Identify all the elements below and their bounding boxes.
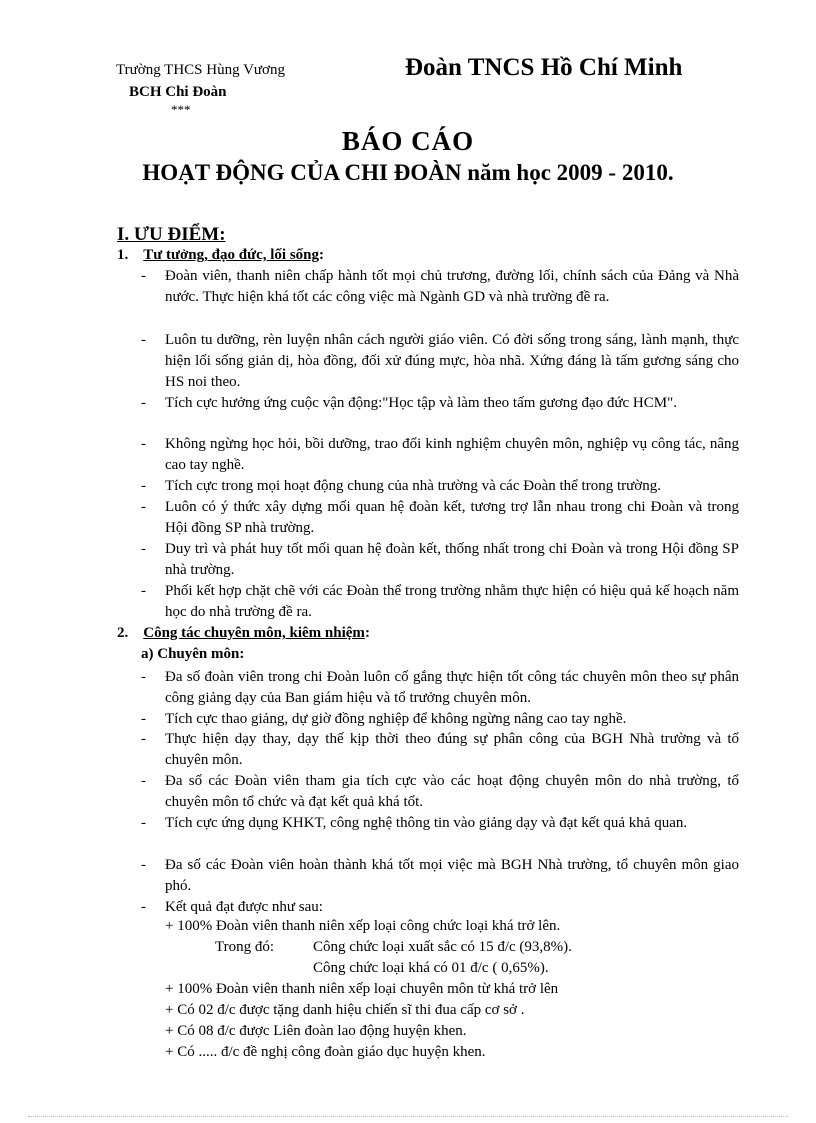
item2-heading (117, 625, 370, 642)
report-subtitle: HOẠT ĐỘNG CỦA CHI ĐOÀN năm học 2009 - 2010. (142, 160, 674, 185)
result-label: Trong đó: (215, 939, 275, 955)
item1-colon: : (319, 247, 325, 263)
report-title: BÁO CÁO (341, 126, 475, 156)
subheading-professional: a) Chuyên môn: (141, 646, 245, 662)
list-item: - Tích cực thao giảng, dự giờ đồng nghiệp để không ngừng nâng cao tay nghề. (141, 711, 627, 727)
item2-title: Công tác chuyên môn, kiêm nhiệm (143, 625, 365, 641)
list-item: - Đoàn viên, thanh niên chấp hành tốt mọi chủ trương, đường lối, chính sách của Đảng và Nhà nước. Thực hiện khá tốt các công việc mà Ngành GD và nhà trường đề ra. (141, 268, 739, 305)
result-line: + Có 02 đ/c được tặng danh hiệu chiến sĩ thi đua cấp cơ sở . (165, 1002, 525, 1018)
result-line: + 100% Đoàn viên thanh niên xếp loại chuyên môn từ khá trở lên (165, 981, 559, 997)
item1-number: 1. (117, 247, 129, 263)
list-item: - Đa số các Đoàn viên tham gia tích cực vào các hoạt động chuyên môn do nhà trường, tổ chuyên môn tổ chức và đạt kết quả khá tốt. (141, 773, 739, 810)
result-line: + Có 08 đ/c được Liên đoàn lao động huyện khen. (165, 1023, 467, 1039)
list-item: - Phối kết hợp chặt chẽ với các Đoàn thể trong trường nhằm thực hiện có hiệu quả kế hoạch năm học do nhà trường đề ra. (141, 583, 739, 620)
list-item: - Tích cực ứng dụng KHKT, công nghệ thông tin vào giảng dạy và đạt kết quả khả quan. (141, 815, 688, 831)
list-item: - Đa số đoàn viên trong chi Đoàn luôn cố gắng thực hiện tốt công tác chuyên môn theo sự phân công giảng dạy của Ban giám hiệu và tổ trưởng chuyên môn. (141, 669, 739, 706)
item1-heading (117, 247, 324, 264)
result-line: + 100% Đoàn viên thanh niên xếp loại công chức loại khá trở lên. (165, 918, 561, 934)
list-item: - Luôn có ý thức xây dựng mối quan hệ đoàn kết, tương trợ lẫn nhau trong chi Đoàn và trong Hội đồng SP nhà trường. (141, 499, 739, 536)
branch-name: BCH Chi Đoàn (129, 84, 227, 100)
list-item: - Kết quả đạt được như sau: (141, 899, 323, 915)
list-item: - Đa số các Đoàn viên hoàn thành khá tốt mọi việc mà BGH Nhà trường, tổ chuyên môn giao phó. (141, 857, 739, 894)
page-bottom-divider (28, 1116, 788, 1117)
list-item: - Không ngừng học hỏi, bồi dưỡng, trao đổi kinh nghiệm chuyên môn, nghiệp vụ công tác, nâng cao tay nghề. (141, 436, 739, 473)
list-item: - Duy trì và phát huy tốt mối quan hệ đoàn kết, thống nhất trong chi Đoàn và trong Hội đồng SP nhà trường. (141, 541, 739, 578)
result-line: Công chức loại xuất sắc có 15 đ/c (93,8%). (313, 939, 572, 955)
item2-number: 2. (117, 625, 129, 641)
list-item: - Thực hiện dạy thay, dạy thế kịp thời theo đúng sự phân công của BGH Nhà trường và tổ chuyên môn. (141, 731, 739, 768)
result-line: Công chức loại khá có 01 đ/c ( 0,65%). (313, 960, 549, 976)
stars-separator: *** (171, 102, 191, 117)
organization-name: Đoàn TNCS Hồ Chí Minh (405, 54, 683, 81)
list-item: - Tích cực hưởng ứng cuộc vận động:"Học tập và làm theo tấm gương đạo đức HCM". (141, 395, 677, 411)
school-name: Trường THCS Hùng Vương (116, 62, 285, 78)
list-item: - Tích cực trong mọi hoạt động chung của nhà trường và các Đoàn thể trong trường. (141, 478, 661, 494)
item2-colon: : (364, 625, 370, 641)
section-heading-advantages: I. ƯU ĐIỂM: (117, 224, 226, 245)
result-line: + Có ..... đ/c đề nghị công đoàn giáo dục huyện khen. (165, 1044, 486, 1060)
list-item: - Luôn tu dưỡng, rèn luyện nhân cách người giáo viên. Có đời sống trong sáng, lành mạnh, thực hiện lối sống giản dị, hòa đồng, đối xử đúng mực, hòa nhã. Xứng đáng là tấm gương sáng cho HS noi theo. (141, 332, 739, 390)
item1-title: Tư tưởng, đạo đức, lối sống (143, 247, 320, 263)
